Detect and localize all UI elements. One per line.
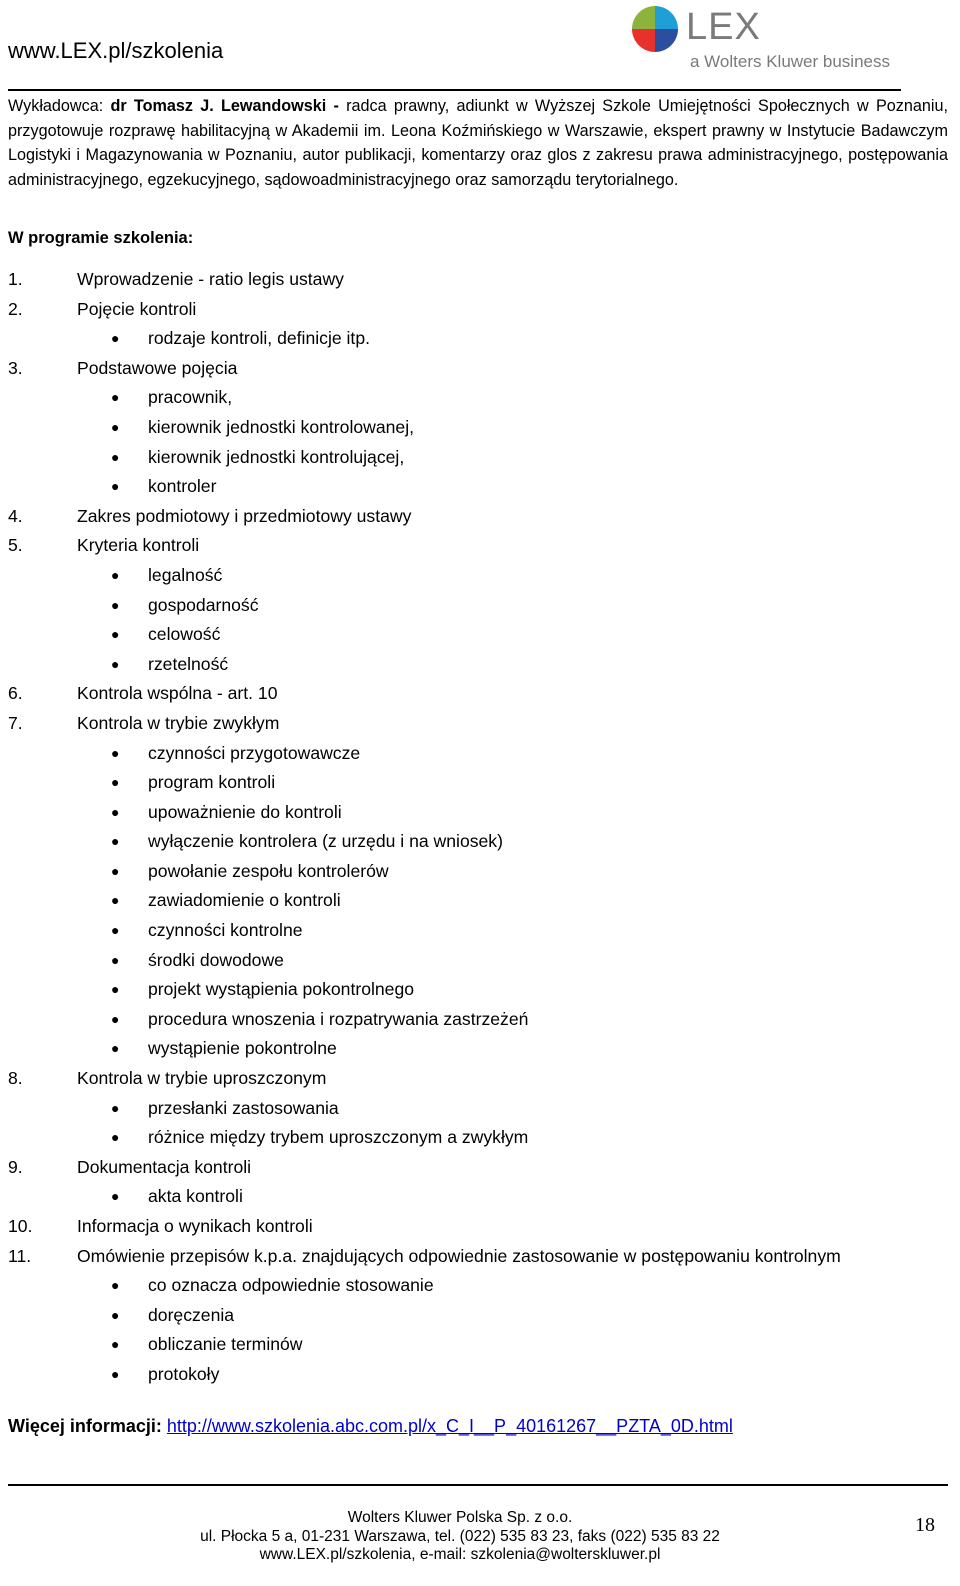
more-info-link[interactable]: http://www.szkolenia.abc.com.pl/x_C_I__P_40161267__PZTA_0D.html — [166, 1416, 733, 1436]
program-subitem-text: rzetelność — [148, 653, 229, 674]
program-heading: W programie szkolenia: — [8, 229, 194, 247]
program-item — [8, 298, 953, 328]
logo-tagline: a Wolters Kluwer business — [690, 52, 890, 71]
footer-divider — [8, 1484, 948, 1486]
program-item — [8, 505, 953, 535]
program-subitem — [8, 1363, 953, 1393]
lecturer-bio: radca prawny, adiunkt w Wyższej Szkole Umiejętności Społecznych w Poznaniu, przygotowuje rozprawę habilitacyjną w Akademii im. Leona Koźmińskiego w Warszawie, ekspert prawny w Instytucie Badawczym Logistyki i Magazynowania w Poznaniu, autor publikacji, komentarzy oraz glos z zakresu prawa administracyjnego, postępowania administracyjnego, egzekucyjnego, sądowoadministracyjnego oraz samorządu terytorialnego. — [8, 97, 948, 189]
program-subitem — [8, 949, 953, 979]
site-url[interactable]: www.LEX.pl/szkolenia — [8, 38, 224, 63]
program-item-number: 11. — [8, 1245, 32, 1266]
footer-company: Wolters Kluwer Polska Sp. z o.o. — [347, 1509, 573, 1526]
bullet-icon: ● — [111, 744, 120, 761]
bullet-icon: ● — [111, 803, 120, 820]
bullet-icon: ● — [111, 566, 120, 583]
bullet-icon: ● — [111, 330, 120, 347]
program-item — [8, 1215, 953, 1245]
program-item-title: Podstawowe pojęcia — [77, 357, 238, 378]
bullet-icon: ● — [111, 448, 120, 465]
program-subitem — [8, 623, 953, 653]
bullet-icon: ● — [111, 833, 120, 850]
program-subitem — [8, 742, 953, 772]
program-item-title: Omówienie przepisów k.p.a. znajdujących odpowiednie zastosowanie w postępowaniu kontrolnym — [77, 1245, 841, 1266]
program-item — [8, 712, 953, 742]
bullet-icon: ● — [111, 478, 120, 495]
page-number: 18 — [915, 1514, 935, 1536]
program-subitem — [8, 594, 953, 624]
program-item-number: 8. — [8, 1068, 23, 1089]
program-item — [8, 534, 953, 564]
program-subitem-text: wystąpienie pokontrolne — [148, 1038, 337, 1059]
bullet-icon: ● — [111, 418, 120, 435]
program-item-title: Kontrola wspólna - art. 10 — [77, 683, 278, 704]
program-subitem — [8, 1185, 953, 1215]
program-subitem-text: legalność — [148, 564, 223, 585]
program-subitem — [8, 416, 953, 446]
program-subitem — [8, 978, 953, 1008]
program-subitem-text: upoważnienie do kontroli — [148, 801, 342, 822]
program-subitem — [8, 1274, 953, 1304]
program-item-number: 3. — [8, 357, 23, 378]
program-subitem — [8, 1008, 953, 1038]
bullet-icon: ● — [111, 892, 120, 909]
page-footer — [150, 1509, 770, 1565]
bullet-icon: ● — [111, 981, 120, 998]
program-subitem-text: czynności przygotowawcze — [148, 742, 361, 763]
bullet-icon: ● — [111, 1188, 120, 1205]
bullet-icon: ● — [111, 389, 120, 406]
footer-address: ul. Płocka 5 a, 01-231 Warszawa, tel. (022) 535 83 23, faks (022) 535 83 22 — [200, 1527, 720, 1545]
program-item-number: 4. — [8, 505, 23, 526]
bullet-icon: ● — [111, 1306, 120, 1323]
program-subitem-text: pracownik, — [148, 387, 233, 408]
bullet-icon: ● — [111, 922, 120, 939]
bullet-icon: ● — [111, 1365, 120, 1382]
program-subitem-text: celowość — [148, 624, 221, 645]
program-subitem-text: wyłączenie kontrolera (z urzędu i na wniosek) — [148, 831, 503, 852]
bullet-icon: ● — [111, 626, 120, 643]
program-item-number: 5. — [8, 535, 23, 556]
program-subitem — [8, 653, 953, 683]
bullet-icon: ● — [111, 1129, 120, 1146]
more-info — [8, 1416, 733, 1437]
program-subitem-text: gospodarność — [148, 594, 259, 615]
program-item-number: 10. — [8, 1216, 33, 1236]
header-divider — [8, 89, 901, 91]
program-subitem-text: co oznacza odpowiednie stosowanie — [148, 1275, 434, 1296]
program-subitem — [8, 475, 953, 505]
program-item — [8, 1067, 953, 1097]
program-subitem — [8, 860, 953, 890]
program-subitem — [8, 1126, 953, 1156]
program-subitem-text: program kontroli — [148, 772, 276, 793]
program-subitem — [8, 919, 953, 949]
bullet-icon: ● — [111, 1010, 120, 1027]
lex-logo — [632, 4, 922, 74]
program-subitem-text: doręczenia — [148, 1304, 235, 1325]
program-subitem-text: procedura wnoszenia i rozpatrywania zastrzeżeń — [148, 1008, 529, 1029]
bullet-icon: ● — [111, 1277, 120, 1294]
program-item-title: Wprowadzenie - ratio legis ustawy — [77, 269, 344, 289]
program-subitem-text: powołanie zespołu kontrolerów — [148, 860, 389, 881]
program-subitem — [8, 889, 953, 919]
program-item-number: 2. — [8, 298, 23, 319]
bullet-icon: ● — [111, 951, 120, 968]
program-subitem-text: środki dowodowe — [148, 949, 284, 970]
bullet-icon: ● — [111, 655, 120, 672]
program-subitem — [8, 564, 953, 594]
program-item-number: 6. — [8, 683, 23, 704]
program-subitem — [8, 446, 953, 476]
program-subitem — [8, 327, 953, 357]
program-subitem-text: kontroler — [148, 476, 217, 497]
program-subitem — [8, 1097, 953, 1127]
program-subitem — [8, 386, 953, 416]
program-subitem-text: kierownik jednostki kontrolowanej, — [148, 416, 414, 437]
program-item-title: Kryteria kontroli — [77, 535, 200, 556]
program-subitem-text: kierownik jednostki kontrolującej, — [148, 446, 405, 467]
logo-name: LEX — [686, 6, 761, 48]
program-item — [8, 1156, 953, 1186]
program-subitem-text: protokoły — [148, 1363, 220, 1384]
globe-icon — [632, 6, 678, 52]
program-item-title: Pojęcie kontroli — [77, 298, 197, 319]
lecturer-intro — [8, 94, 948, 192]
lecturer-name: dr Tomasz J. Lewandowski - — [110, 97, 339, 115]
program-item-title: Dokumentacja kontroli — [77, 1156, 252, 1177]
program-subitem-text: przesłanki zastosowania — [148, 1097, 339, 1118]
program-item-number: 1. — [8, 269, 23, 289]
page-header — [0, 0, 960, 92]
program-subitem-text: akta kontroli — [148, 1186, 243, 1207]
bullet-icon: ● — [111, 1099, 120, 1116]
footer-contact: www.LEX.pl/szkolenia, e-mail: szkolenia@wolterskluwer.pl — [259, 1546, 661, 1563]
bullet-icon: ● — [111, 1336, 120, 1353]
program-subitem — [8, 830, 953, 860]
program-subitem — [8, 1333, 953, 1363]
program-item-title: Kontrola w trybie uproszczonym — [77, 1068, 327, 1089]
lecturer-label: Wykładowca: — [8, 97, 104, 115]
program-subitem-text: projekt wystąpienia pokontrolnego — [148, 979, 415, 1000]
program-item-title: Kontrola w trybie zwykłym — [77, 712, 280, 733]
bullet-icon: ● — [111, 1040, 120, 1057]
program-subitem-text: zawiadomienie o kontroli — [148, 890, 341, 911]
program-subitem-text: rodzaje kontroli, definicje itp. — [148, 328, 370, 349]
program-subitem — [8, 771, 953, 801]
program-subitem — [8, 1304, 953, 1334]
program-item — [8, 357, 953, 387]
program-subitem — [8, 801, 953, 831]
program-item-number: 9. — [8, 1156, 23, 1177]
program-list — [8, 268, 953, 1393]
bullet-icon: ● — [111, 862, 120, 879]
program-item — [8, 1245, 953, 1275]
program-item-title: Zakres podmiotowy i przedmiotowy ustawy — [77, 505, 412, 526]
program-item-title: Informacja o wynikach kontroli — [77, 1216, 313, 1236]
program-subitem-text: czynności kontrolne — [148, 920, 303, 941]
more-info-label: Więcej informacji: — [8, 1416, 162, 1436]
program-item — [8, 682, 953, 712]
bullet-icon: ● — [111, 774, 120, 791]
program-item — [8, 268, 953, 298]
program-item-number: 7. — [8, 712, 23, 733]
program-subitem-text: różnice między trybem uproszczonym a zwykłym — [148, 1127, 529, 1148]
program-subitem-text: obliczanie terminów — [148, 1334, 303, 1355]
bullet-icon: ● — [111, 596, 120, 613]
program-subitem — [8, 1037, 953, 1067]
